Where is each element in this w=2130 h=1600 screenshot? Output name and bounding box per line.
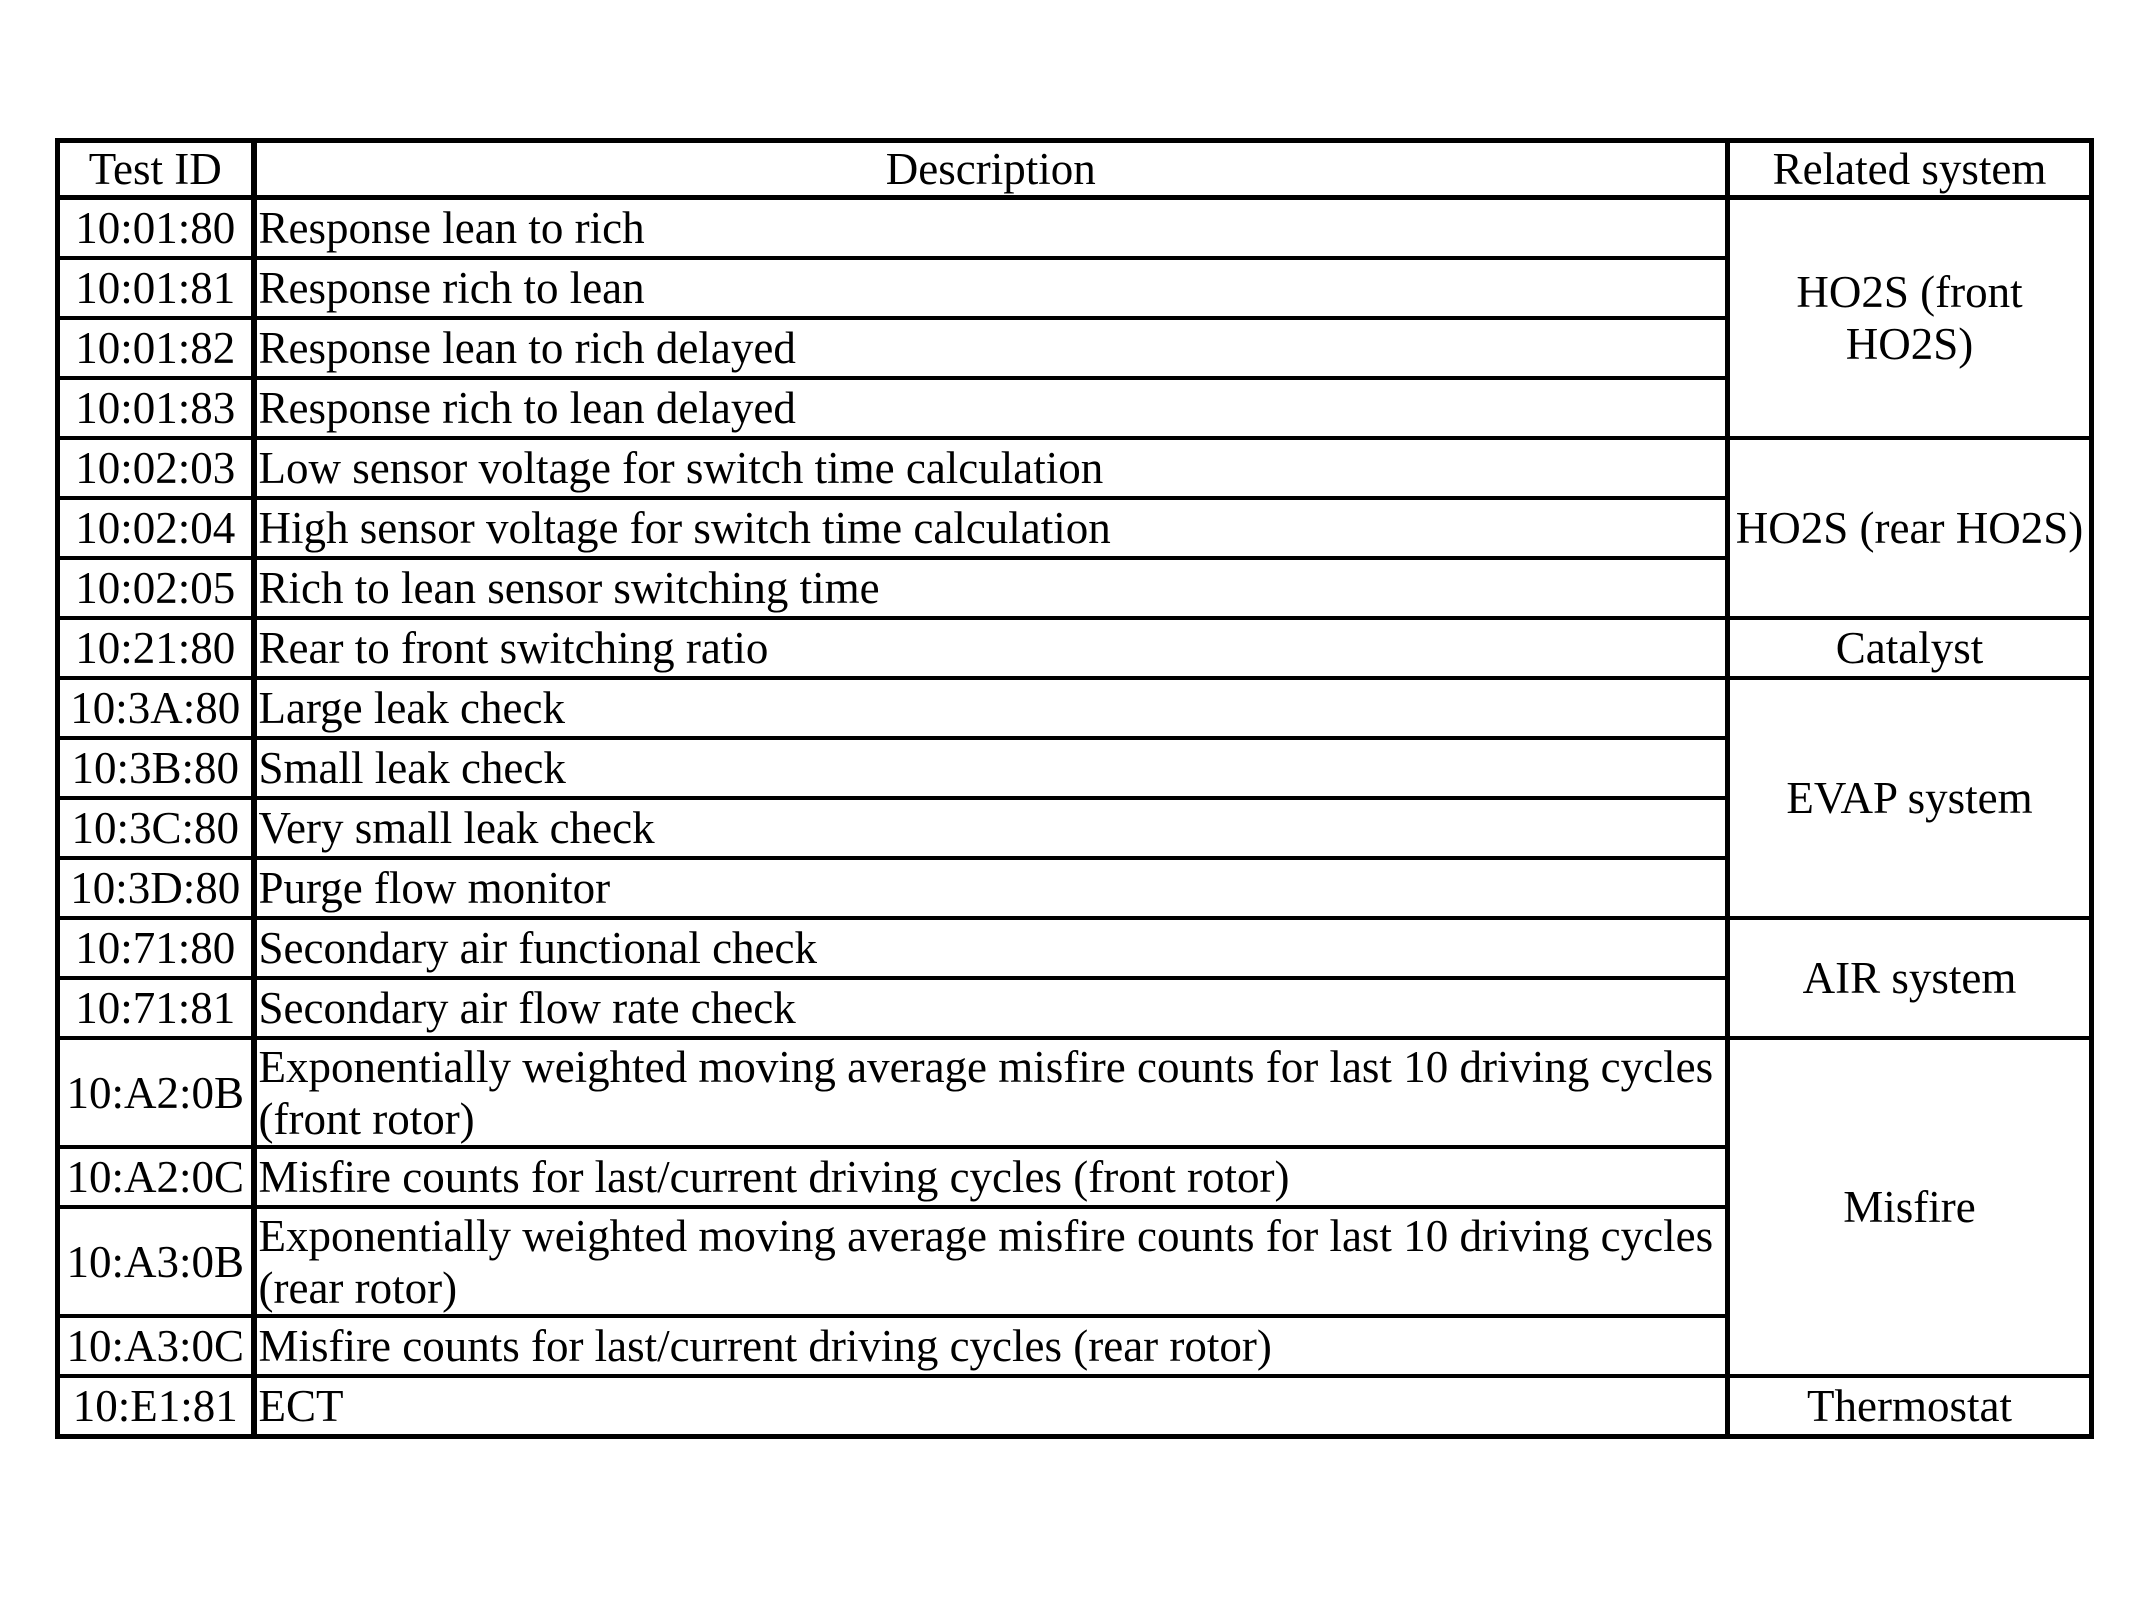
related-system-cell: Misfire — [1728, 1038, 2092, 1376]
table-row — [58, 1376, 2092, 1437]
table-row — [58, 918, 2092, 978]
description-cell: Very small leak check — [254, 798, 1728, 858]
test-id-cell: 10:3C:80 — [58, 798, 254, 858]
related-system-cell: HO2S (rear HO2S) — [1728, 438, 2092, 618]
header-test-id: Test ID — [58, 141, 254, 198]
description-cell: Rear to front switching ratio — [254, 618, 1728, 678]
test-id-cell: 10:01:80 — [58, 198, 254, 259]
table-header — [58, 141, 2092, 198]
description-cell: Response lean to rich delayed — [254, 318, 1728, 378]
description-cell: Rich to lean sensor switching time — [254, 558, 1728, 618]
related-system-cell: HO2S (front HO2S) — [1728, 198, 2092, 439]
table-row — [58, 618, 2092, 678]
table-row — [58, 438, 2092, 498]
description-cell: Exponentially weighted moving average misfire counts for last 10 driving cycles (front rotor) — [254, 1038, 1728, 1147]
description-cell: Purge flow monitor — [254, 858, 1728, 918]
test-id-cell: 10:01:81 — [58, 258, 254, 318]
test-id-cell: 10:71:80 — [58, 918, 254, 978]
test-id-cell: 10:02:04 — [58, 498, 254, 558]
table-body — [58, 198, 2092, 1437]
table-row — [58, 678, 2092, 738]
description-cell: Exponentially weighted moving average misfire counts for last 10 driving cycles (rear rotor) — [254, 1207, 1728, 1316]
description-cell: Secondary air flow rate check — [254, 978, 1728, 1038]
test-id-cell: 10:71:81 — [58, 978, 254, 1038]
test-id-cell: 10:A3:0B — [58, 1207, 254, 1316]
description-cell: Response lean to rich — [254, 198, 1728, 259]
test-id-cell: 10:3A:80 — [58, 678, 254, 738]
test-id-cell: 10:02:03 — [58, 438, 254, 498]
test-id-cell: 10:A2:0B — [58, 1038, 254, 1147]
description-cell: Response rich to lean — [254, 258, 1728, 318]
related-system-cell: Thermostat — [1728, 1376, 2092, 1437]
description-cell: Low sensor voltage for switch time calculation — [254, 438, 1728, 498]
description-cell: ECT — [254, 1376, 1728, 1437]
description-cell: High sensor voltage for switch time calculation — [254, 498, 1728, 558]
description-cell: Response rich to lean delayed — [254, 378, 1728, 438]
description-cell: Misfire counts for last/current driving cycles (rear rotor) — [254, 1316, 1728, 1376]
test-id-cell: 10:A2:0C — [58, 1147, 254, 1207]
related-system-cell: Catalyst — [1728, 618, 2092, 678]
header-related-system: Related system — [1728, 141, 2092, 198]
description-cell: Large leak check — [254, 678, 1728, 738]
test-id-cell: 10:3D:80 — [58, 858, 254, 918]
test-id-cell: 10:01:83 — [58, 378, 254, 438]
test-id-cell: 10:3B:80 — [58, 738, 254, 798]
test-id-cell: 10:E1:81 — [58, 1376, 254, 1437]
test-id-cell: 10:02:05 — [58, 558, 254, 618]
description-cell: Misfire counts for last/current driving cycles (front rotor) — [254, 1147, 1728, 1207]
header-description: Description — [254, 141, 1728, 198]
description-cell: Small leak check — [254, 738, 1728, 798]
table-row — [58, 1038, 2092, 1147]
test-id-cell: 10:01:82 — [58, 318, 254, 378]
test-id-cell: 10:21:80 — [58, 618, 254, 678]
test-id-cell: 10:A3:0C — [58, 1316, 254, 1376]
description-cell: Secondary air functional check — [254, 918, 1728, 978]
related-system-cell: AIR system — [1728, 918, 2092, 1038]
table-row — [58, 198, 2092, 259]
monitor-test-table — [55, 138, 2094, 1439]
related-system-cell: EVAP system — [1728, 678, 2092, 918]
